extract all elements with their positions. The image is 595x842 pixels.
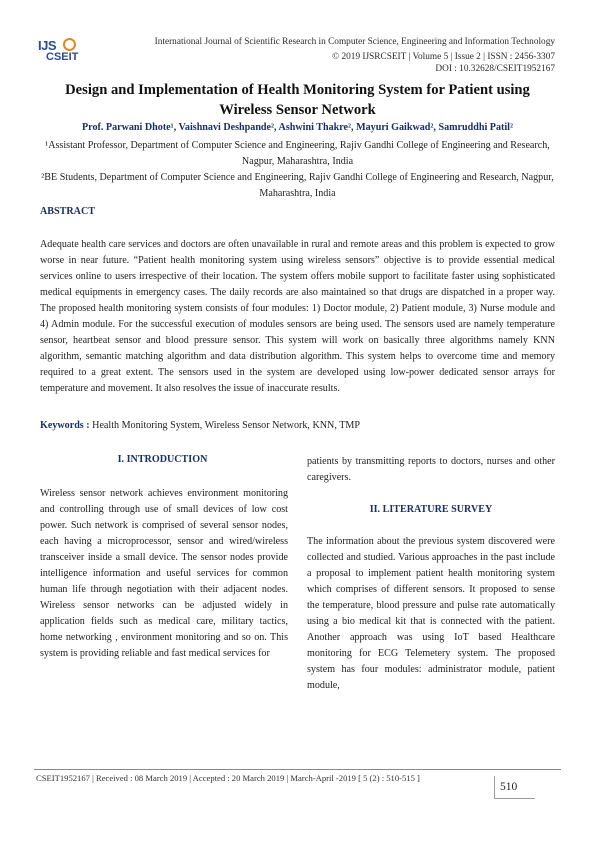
issue-line: © 2019 IJSRCSEIT | Volume 5 | Issue 2 | ISSN : 2456-3307	[332, 52, 555, 62]
abstract-heading: ABSTRACT	[40, 206, 95, 217]
section-heading-introduction: I. INTRODUCTION	[117, 454, 208, 465]
title-line-1: Design and Implementation of Health Monitoring System for Patient using	[65, 82, 530, 98]
journal-name: International Journal of Scientific Research in Computer Science, Engineering and Information Technology	[154, 37, 555, 47]
author-list: Prof. Parwani Dhote¹, Vaishnavi Deshpande², Ashwini Thakre², Mayuri Gaikwad², Samruddhi Patil²	[81, 122, 514, 133]
affiliation-2: ²BE Students, Department of Computer Science and Engineering, Rajiv Gandhi College of Engineering and Research, Nagpur, Maharashtra, India	[41, 172, 554, 199]
keywords-label: Keywords :	[40, 420, 90, 431]
keywords-text: Health Monitoring System, Wireless Sensor Network, KNN, TMP	[89, 420, 360, 431]
footer-divider	[34, 769, 561, 770]
logo-text-bottom: CSEIT	[46, 51, 79, 63]
logo-text-top: IJS	[38, 38, 57, 53]
page-number: 510	[500, 781, 518, 793]
introduction-continued: patients by transmitting reports to doctors, nurses and other caregivers.	[307, 456, 555, 483]
doi: DOI : 10.32628/CSEIT1952167	[435, 64, 555, 74]
introduction-text: Wireless sensor network achieves environment monitoring and controlling through use of small devices of low cost power. Such network is comprised of several sensor nodes, each having a microprocessor, sensor and wired/wireless transceiver inside a small device. The sensor nodes provide intelligence information and useful services for common human life through negotiation with their adjacent nodes. Wireless sensor networks can be adjusted widely in application fields such as medical care, military tactics, home networking , environment monitoring and so on. This system is providing reliable and fast medical services for	[40, 488, 288, 659]
abstract-text: Adequate health care services and doctors are often unavailable in rural and remote areas and this problem is expected to grow worse in near future. “Patient health monitoring system using wireless sensors” objective is to provide essential medical services online to users irrespective of their location. The system offers mobile support to facilitate faster using sophisticated medical equipments in emergency cases. The daily records are also maintained so that drugs are dispatched in a proper way. The proposed health monitoring system consists of four modules: 1) Doctor module, 2) Patient module, 3) Nurse module and 4) Admin module. For the successful execution of modules sensors are being used. The sensors used are namely temperature sensor, heartbeat sensor and blood pressure sensor. This system will work on basically three algorithms namely KNN algorithm, semantic matching algorithm and data distribution algorithm. This system helps to overcome time and memory required to a great extent. The sensors used in the system are developed using low-power dedicated sensor arrays for temperature and movement. It also resolves the issue of inaccurate results.	[40, 239, 555, 394]
section-heading-literature-survey: II. LITERATURE SURVEY	[369, 504, 493, 515]
paper-title	[30, 80, 565, 120]
keywords	[40, 420, 555, 431]
logo-ring-icon	[63, 38, 76, 51]
literature-survey-text: The information about the previous system discovered were collected and studied. Various approaches in the past include a proposal to implement patient health monitoring system which comprises of different sensors. It proposed to sense the temperature, blood pressure and pulse rate automatically using a bio medical kit that is connected with the patient. Another approach was using IoT based Healthcare monitoring for ECG Telemetery system. The proposed system has four modules: administrator module, patient module,	[307, 536, 555, 691]
title-line-2: Wireless Sensor Network	[219, 102, 376, 118]
journal-logo	[38, 38, 94, 68]
affiliation-1: ¹Assistant Professor, Department of Computer Science and Engineering, Rajiv Gandhi College of Engineering and Research, Nagpur, Maharashtra, India	[45, 140, 550, 167]
footer-citation: CSEIT1952167 | Received : 08 March 2019 | Accepted : 20 March 2019 | March-April -2019 [ 5 (2) : 510-515 ]	[36, 773, 420, 783]
